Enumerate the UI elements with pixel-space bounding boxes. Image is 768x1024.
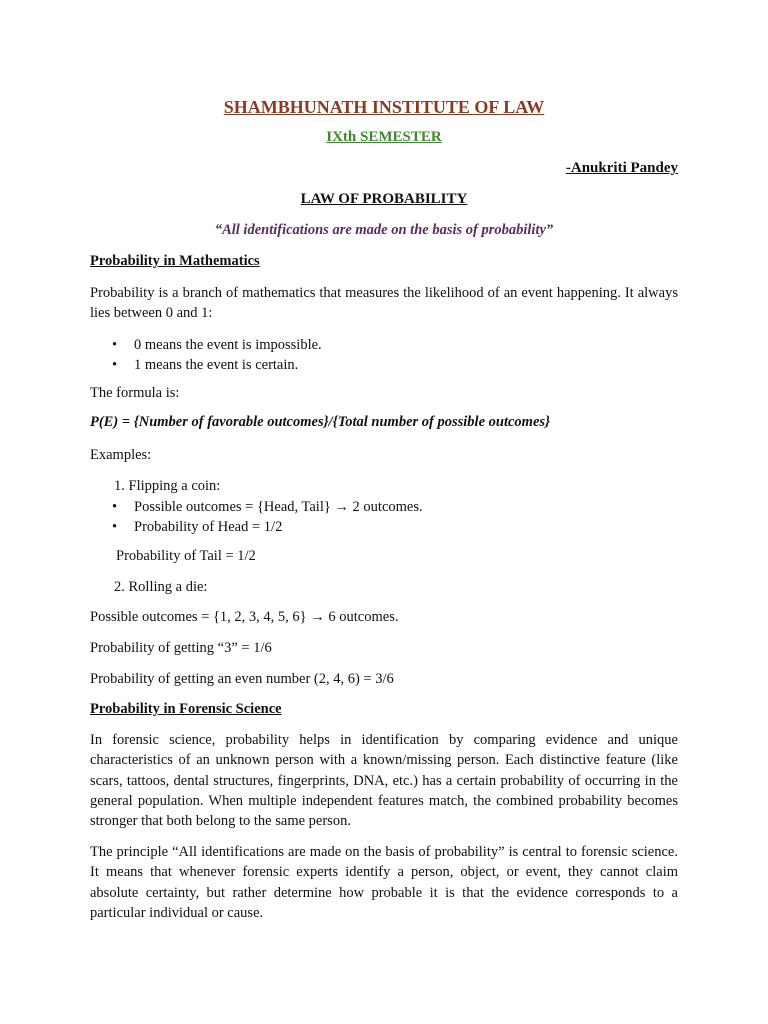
- forensic-paragraph-1: In forensic science, probability helps in identification by comparing evidence and unique characteristics of an unknown person with a known/missing person. Each distinctive feature (like scars, tattoos, dental structures, fingerprints, DNA, etc.) has a certain probability of occurring in the general population. When multiple independent features match, the combined probability becomes stronger that both belong to the same person.: [90, 732, 678, 830]
- probability-even: Probability of getting an even number (2, 4, 6) = 3/6: [90, 671, 394, 687]
- bullet-dot: •: [112, 357, 118, 373]
- forensic-paragraph-2: The principle “All identifications are made on the basis of probability” is central to forensic science. It means that whenever forensic experts identify a person, object, or event, they cannot claim absolute certainty, but rather determine how probable it is that the evidence corresponds to a particular individual or cause.: [90, 844, 678, 921]
- formula-intro: The formula is:: [90, 385, 180, 401]
- die-outcomes: Possible outcomes = {1, 2, 3, 4, 5, 6} → 6 outcomes.: [90, 609, 399, 625]
- institute-title: SHAMBHUNATH INSTITUTE OF LAW: [223, 97, 545, 117]
- section-heading-forensic: Probability in Forensic Science: [90, 701, 282, 717]
- list-item-text: Possible outcomes = {Head, Tail} → 2 outcomes.: [134, 499, 423, 515]
- subject-title: LAW OF PROBABILITY: [300, 191, 468, 207]
- tail-probability: Probability of Tail = 1/2: [116, 548, 256, 564]
- example-die-title: 2. Rolling a die:: [114, 579, 208, 595]
- subject-quote: “All identifications are made on the basis of probability”: [214, 222, 554, 238]
- probability-formula: P(E) = {Number of favorable outcomes}/{Total number of possible outcomes}: [90, 414, 551, 430]
- author-name: -Anukriti Pandey: [565, 160, 678, 176]
- bullet-dot: •: [112, 519, 118, 535]
- bullet-dot: •: [112, 499, 118, 515]
- example-coin-title: 1. Flipping a coin:: [114, 478, 221, 494]
- list-item-text: 0 means the event is impossible.: [134, 337, 322, 353]
- examples-label: Examples:: [90, 447, 152, 463]
- intro-paragraph: Probability is a branch of mathematics that measures the likelihood of an event happening. It always lies between 0 and 1:: [90, 285, 678, 322]
- probability-three: Probability of getting “3” = 1/6: [90, 640, 272, 656]
- list-item-text: 1 means the event is certain.: [134, 357, 299, 373]
- semester-label: IXth SEMESTER: [326, 129, 442, 145]
- bullet-dot: •: [112, 337, 118, 353]
- section-heading-mathematics: Probability in Mathematics: [90, 253, 260, 269]
- list-item-text: Probability of Head = 1/2: [134, 519, 283, 535]
